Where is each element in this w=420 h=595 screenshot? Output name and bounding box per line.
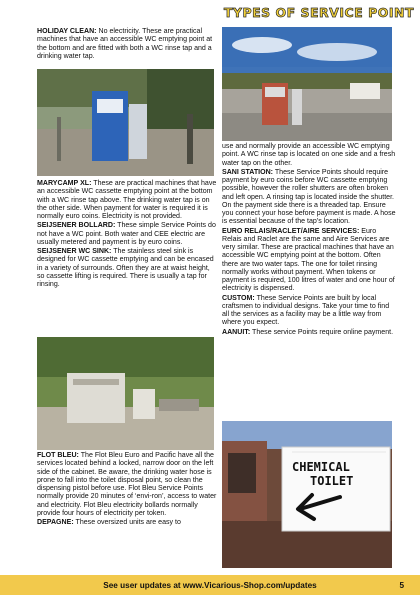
marycamp-text: These are practical machines that have an accessible WC cassette emptying point at the bottom with a WC rinse tap above. The drinking water tap is on the other side. When payment for water is required it is normally euro coins. Electricity is not provided. <box>37 180 217 220</box>
sign-text-line1: CHEMICAL <box>292 460 350 474</box>
seijsener-bollard-text: These simple Service Points do not have a WC point. Both water and CEE electric are usually metered and payment is by euro coins. <box>37 222 216 246</box>
flot-bleu-text: The Flot Bleu Euro and Pacific have all the services located behind a locked, narrow door on the left side of the cabinet. Be aware, the drinking water hose is prone to fall into the toilet disposal point, so clean the dispensing pistol before use. Flot Bleu Service Points normally provide 20 minutes of ‘envi-ron’, access to water and electricity. Flot Bleu electricity bollards normally provide four hours of electricity per token. <box>37 452 217 517</box>
depagne-cont-text: use and normally provide an accessible WC emptying point. A WC rinse tap is located on one side and a fresh water tap on the other. <box>222 143 396 167</box>
depagne-heading: DEPAGNE: <box>37 519 74 526</box>
custom-text: These Service Points are built by local craftsmen to individual designs. Take your time to find all the services as a facility may be a little way from where you expect. <box>222 294 390 327</box>
sani-station-text: These Service Points should require payment by euro coins before WC cassette emptying possible, however the roller shutters are often broken and left open. A rinsing tap is located inside the shutter. On the payment side there is a threaded tap. Ensure you connect your hose before payment is made. A hose is essential because of the tap’s location. <box>222 168 396 226</box>
chemical-toilet-photo <box>222 421 392 568</box>
depagne-photo <box>222 27 392 141</box>
sani-station-heading: SANI STATION: <box>222 168 274 176</box>
euro-relais-text: Euro Relais and Raclet are the same and Aire Services are very similar. These are practical machines that have an accessible WC emptying point at the bottom. Often there are two water taps. The one for toilet rinsing normally works without payment. When tokens or payment is required, 100 litres of water and one hour of electricity is dispensed. <box>222 227 395 293</box>
flot-bleu-photo <box>37 337 214 450</box>
holiday-clean-heading: HOLIDAY CLEAN: <box>37 28 97 35</box>
holiday-clean-text: No electricity. These are practical machines that have an accessible WC emptying point at the bottom and are fitted with both a WC rinse tap and a drinking water tap. <box>37 28 213 60</box>
left-middle-text <box>37 180 219 290</box>
footer-bar <box>0 575 420 595</box>
aanuit-heading: AANUIT: <box>222 328 251 336</box>
right-column-text <box>222 143 396 338</box>
seijsener-wc-sink-text: The stainless steel sink is designed for WC cassette emptying and can be encased in a variety of surrounds. Often they are at waist height, so cassette lifting is required. There is usually a tap for rinsing. <box>37 248 214 288</box>
sign-text-line2: TOILET <box>310 474 354 488</box>
page-number: 5 <box>399 581 404 590</box>
page-title: TYPES OF SERVICE POINT <box>223 5 414 20</box>
holiday-clean-section <box>37 28 215 62</box>
euro-relais-heading: EURO RELAIS/RACLET/AIRE SERVICES: <box>222 227 360 235</box>
custom-heading: CUSTOM: <box>222 294 255 302</box>
depagne-text: These oversized units are easy to <box>75 519 181 526</box>
aanuit-text: These service Points require online payment. <box>252 328 394 336</box>
seijsener-bollard-heading: SEIJSENER BOLLARD: <box>37 222 116 230</box>
footer-updates-link[interactable]: See user updates at www.Vicarious-Shop.com/updates <box>103 581 317 590</box>
left-bottom-text <box>37 452 219 528</box>
holiday-clean-photo <box>37 69 214 176</box>
marycamp-heading: MARYCAMP XL: <box>37 180 92 187</box>
seijsener-wc-sink-heading: SEIJSENER WC SINK: <box>37 248 112 255</box>
flot-bleu-heading: FLOT BLEU: <box>37 452 79 459</box>
